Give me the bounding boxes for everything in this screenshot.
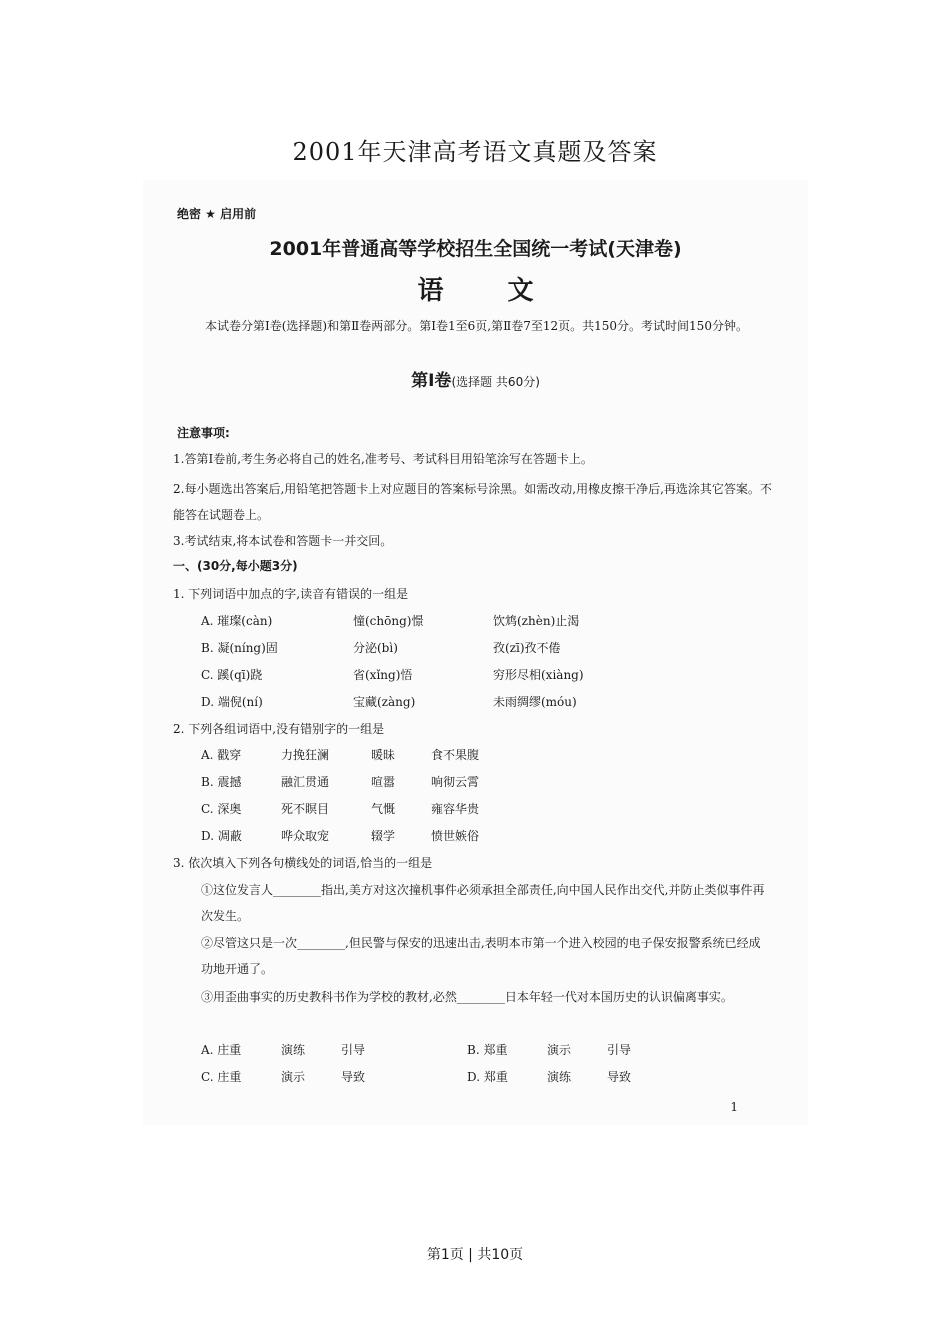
fill-blank-sentence: ①这位发言人________指出,美方对这次撞机事件必须承担全部责任,向中国人民作出交代,并防止类似事件再次发生。 [201,883,765,923]
option-cell: 饮鸩(zhèn)止渴 [493,614,580,628]
option-cell: D. 端倪(ní) [201,695,263,709]
option-cell: C. 蹊(qī)跷 [201,668,263,682]
scanned-exam-page [143,180,808,1125]
option-cell: 省(xǐng)悟 [353,668,413,682]
option-cell: 穷形尽相(xiàng) [493,668,584,682]
option-cell: 愤世嫉俗 [431,829,480,843]
volume-title-text: 第Ⅰ卷 [411,371,452,391]
option-cell: 演示 [547,1043,572,1057]
option-cell: 引导 [341,1043,366,1057]
option-cell: 哗众取宠 [281,829,330,843]
option-cell: C. 庄重 [201,1070,242,1084]
confidential-mark: 绝密 ★ 启用前 [177,207,257,221]
option-cell: A. 戳穿 [201,748,242,762]
option-cell: 未雨绸缪(móu) [493,695,577,709]
option-cell: 雍容华贵 [431,802,480,816]
fill-blank-sentence: ③用歪曲事实的历史教科书作为学校的教材,必然________日本年轻一代对本国历史的认识偏离事实。 [201,990,733,1004]
exam-intro: 本试卷分第Ⅰ卷(选择题)和第Ⅱ卷两部分。第Ⅰ卷1至6页,第Ⅱ卷7至12页。共150分。考试时间150分钟。 [205,319,748,333]
scan-page-number: 1 [730,1100,738,1114]
option-cell: 导致 [341,1070,366,1084]
option-cell: D. 凋蔽 [201,829,242,843]
option-cell: C. 深奥 [201,802,242,816]
option-cell: B. 震撼 [201,775,242,789]
option-cell: 喧嚣 [371,775,396,789]
option-cell: D. 郑重 [467,1070,508,1084]
option-cell: A. 璀璨(càn) [201,614,273,628]
page-footer: 第1页 | 共10页 [426,1247,524,1263]
option-cell: 孜(zī)孜不倦 [493,641,561,655]
option-cell: 憧(chōng)憬 [353,614,424,628]
note-item: 3.考试结束,将本试卷和答题卡一并交回。 [173,534,393,548]
option-cell: 分泌(bì) [353,641,398,655]
fill-blank-sentence: ②尽管这只是一次________,但民警与保安的迅速出击,表明本市第一个进入校园的电子保安报警系统已经成功地开通了。 [201,936,761,976]
option-cell: B. 凝(níng)固 [201,641,278,655]
note-item: 1.答第Ⅰ卷前,考生务必将自己的姓名,准考号、考试科目用铅笔涂写在答题卡上。 [173,452,593,466]
volume-title [143,366,808,391]
volume-note: (选择题 共60分) [451,375,540,389]
option-cell: 食不果腹 [431,748,480,762]
document-title: 2001年天津高考语文真题及答案 [292,138,658,166]
subject-title: 语文 [417,276,598,306]
option-cell: 辍学 [371,829,396,843]
option-cell: 力挽狂澜 [281,748,330,762]
option-cell: 死不瞑目 [281,802,330,816]
option-cell: 暖昧 [371,748,396,762]
option-cell: 演练 [547,1070,572,1084]
option-cell: 宝藏(zàng) [353,695,416,709]
notes-heading: 注意事项: [177,426,230,440]
question-3-stem: 3. 依次填入下列各句横线处的词语,恰当的一组是 [173,856,433,870]
option-cell: 引导 [607,1043,632,1057]
option-cell: 融汇贯通 [281,775,330,789]
exam-title: 2001年普通高等学校招生全国统一考试(天津卷) [269,238,682,260]
question-1-stem: 1. 下列词语中加点的字,读音有错误的一组是 [173,587,409,601]
option-cell: 演示 [281,1070,306,1084]
option-cell: 气慨 [371,802,396,816]
question-2-stem: 2. 下列各组词语中,没有错别字的一组是 [173,722,385,736]
option-cell: 响彻云霄 [431,775,480,789]
option-cell: 导致 [607,1070,632,1084]
option-cell: 演练 [281,1043,306,1057]
option-cell: A. 庄重 [201,1043,242,1057]
section-heading: 一、(30分,每小题3分) [173,559,298,573]
note-item: 2.每小题选出答案后,用铅笔把答题卡上对应题目的答案标号涂黑。如需改动,用橡皮擦干净后,再选涂其它答案。不能答在试题卷上。 [173,482,772,522]
option-cell: B. 郑重 [467,1043,508,1057]
